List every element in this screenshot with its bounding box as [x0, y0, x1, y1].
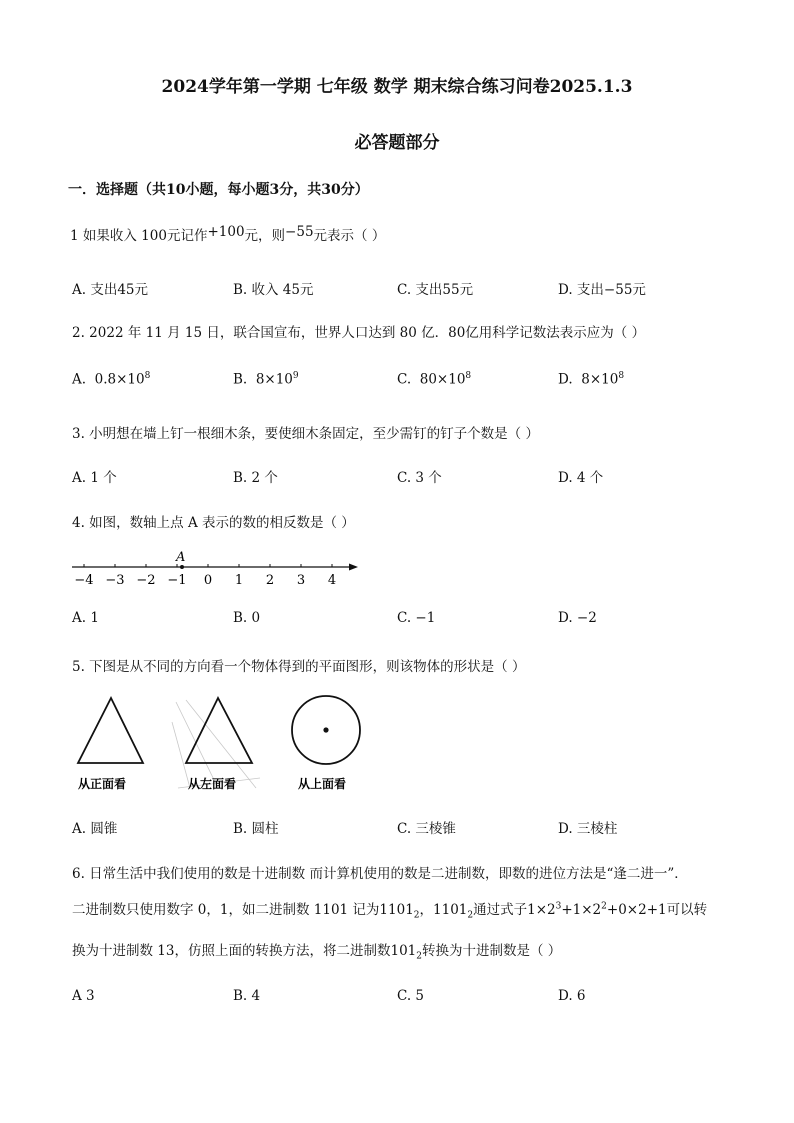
- number-line-tick-label: −4: [74, 573, 94, 588]
- top-view-label: 从上面看: [298, 777, 347, 791]
- question-6-line-3: 换为十进制数 13，仿照上面的转换方法，将二进制数$101_2$转换为十进制数是（ ）: [72, 943, 562, 962]
- question-4: 4. 如图，数轴上点 A 表示的数的相反数是（ ）: [72, 515, 355, 531]
- q1-plus: +100: [207, 224, 245, 240]
- number-line-arrow: [349, 564, 358, 571]
- number-line-tick-label: −1: [167, 573, 187, 588]
- point-a-label: A: [176, 550, 186, 565]
- q5-option-c: C. 三棱锥: [397, 821, 456, 837]
- q1-option-a: A. 支出45元: [72, 282, 149, 298]
- binary-101: $101_2$: [390, 943, 422, 962]
- left-view-triangle: [186, 698, 252, 763]
- question-6-line-2: 二进制数只使用数字 0，1，如二进制数 1101 记为$1101_2$，$1101_2$通过式子$1\times 2^3+1\times 2^2+0\times 2+1$可以转: [72, 901, 708, 921]
- question-5: 5. 下图是从不同的方向看一个物体得到的平面图形，则该物体的形状是（ ）: [72, 659, 526, 675]
- page-title: 2024学年第一学期 七年级 数学 期末综合练习问卷2025.1.3: [161, 77, 633, 97]
- section-heading: 一．选择题（共10小题，每小题3分，共30分）: [68, 182, 369, 198]
- point-a-marker: [180, 565, 184, 569]
- q4-option-a: A. 1: [72, 610, 99, 626]
- q1-option-d: D. 支出−55元: [558, 282, 646, 298]
- q5-option-b: B. 圆柱: [233, 821, 279, 837]
- binary-1101-a: $1101_2$: [379, 902, 420, 921]
- q6-option-c: C. 5: [397, 988, 425, 1004]
- binary-expansion-formula: $1\times 2^3+1\times 2^2+0\times 2+1$: [527, 901, 667, 918]
- q4-option-d: D. −2: [558, 610, 597, 626]
- number-line-figure: [66, 546, 366, 592]
- q5-option-d: D. 三棱柱: [558, 821, 618, 837]
- q6-option-d: D. 6: [558, 988, 586, 1004]
- q1-minus: −55: [285, 224, 314, 240]
- q1-option-b: B. 收入 45元: [233, 282, 314, 298]
- page-subtitle: 必答题部分: [354, 133, 440, 153]
- q4-option-c: C. −1: [397, 610, 436, 626]
- q3-option-d: D. 4 个: [558, 470, 604, 486]
- q1-text-b: 元，则: [244, 228, 286, 244]
- number-line-tick-label: 2: [265, 573, 275, 588]
- number-line-tick-label: 3: [296, 573, 306, 588]
- q1-text-a: 1 如果收入 100元记作: [70, 228, 208, 244]
- question-1: [70, 224, 385, 244]
- question-2: 2. 2022 年 11 月 15 日，联合国宣布，世界人口达到 80 亿．80亿用科学记数法表示应为（ ）: [72, 325, 646, 341]
- front-view-label: 从正面看: [78, 777, 127, 791]
- front-view-triangle: [78, 698, 143, 763]
- question-6-line-1: 6. 日常生活中我们使用的数是十进制数 而计算机使用的数是二进制数，即数的进位方法是“逢二进一”．: [72, 866, 688, 882]
- left-view-faint-lines: [172, 700, 260, 788]
- q1-text-c: 元表示（ ）: [313, 228, 386, 244]
- q2-option-a: A. $0.8\times 10^8$: [72, 371, 151, 388]
- q2-option-c: C. $80\times 10^8$: [397, 371, 472, 388]
- q4-option-b: B. 0: [233, 610, 261, 626]
- number-line-tick-label: −2: [136, 573, 156, 588]
- question-3: 3. 小明想在墙上钉一根细木条，要使细木条固定，至少需钉的钉子个数是（ ）: [72, 426, 539, 442]
- number-line-tick-label: 4: [327, 573, 337, 588]
- three-views-figure: [68, 692, 378, 796]
- q1-option-c: C. 支出55元: [397, 282, 474, 298]
- number-line-tick-label: 1: [234, 573, 244, 588]
- q3-option-a: A. 1 个: [72, 470, 117, 486]
- number-line-tick-label: −3: [105, 573, 125, 588]
- q6-option-b: B. 4: [233, 988, 261, 1004]
- q2-option-b: B. $8\times 10^9$: [233, 371, 299, 388]
- q5-option-a: A. 圆锥: [72, 821, 118, 837]
- binary-1101-b: $1101_2$: [433, 902, 474, 921]
- number-line-tick-label: 0: [203, 573, 213, 588]
- q2-option-d: D. $8\times 10^8$: [558, 371, 625, 388]
- top-view-center-dot: [323, 727, 328, 732]
- q3-option-b: B. 2 个: [233, 470, 278, 486]
- q3-option-c: C. 3 个: [397, 470, 442, 486]
- left-view-label: 从左面看: [188, 777, 237, 791]
- q6-option-a: A 3: [72, 988, 95, 1004]
